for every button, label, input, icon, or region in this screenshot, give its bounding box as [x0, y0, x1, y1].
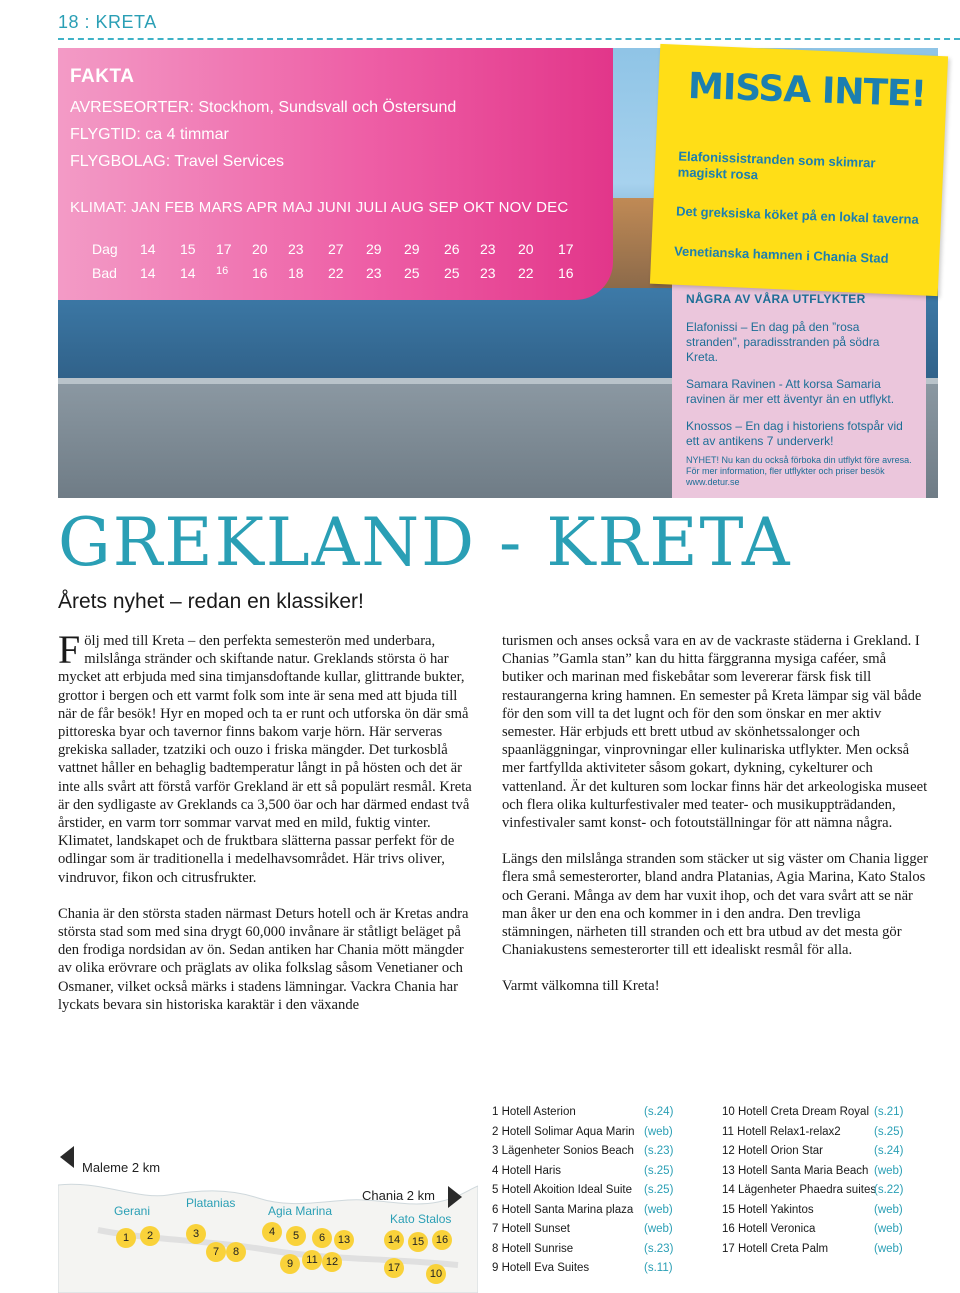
map-marker: 8: [226, 1242, 246, 1262]
map-marker: 1: [116, 1228, 136, 1248]
map-maleme-label: Maleme 2 km: [82, 1160, 161, 1175]
map-marker: 17: [384, 1258, 404, 1278]
utflykt-item: Elafonissi – En dag på den ”rosa stranden”, paradisstranden på södra Kreta.: [686, 320, 880, 364]
fakta-title: FAKTA: [70, 66, 135, 87]
climate-bad-value: 23: [480, 265, 496, 281]
article-paragraph: Längs den milslånga stranden som stäcker ut sig väster om Chania ligger flera små semesterorter, bland andra Platanias, Agia Marina, Kato Stalos och Gerani. Många av dem har vuxit ihop, och det vara svårt att se när man åker ur den ena och kommer in i den andra. Den trevliga stämningen, närheten till stranden och ett bra utbud av det mesta gör Chaniakustens semesterorter till ett idealiskt resmål för alla.: [502, 851, 928, 959]
map-chania-label: Chania 2 km: [362, 1188, 435, 1203]
map-arrow-right-icon: [448, 1186, 462, 1208]
map-marker: 12: [322, 1252, 342, 1272]
header-divider: [58, 38, 960, 40]
hotel-row: 5 Hotell Akoition Ideal Suite (s.25): [492, 1184, 674, 1196]
hotel-list-right: [722, 1103, 932, 1259]
article-column-left: [58, 627, 476, 1032]
fakta-avreseorter: AVRESEORTER: Stockhom, Sundsvall och Östersund: [70, 99, 457, 116]
article-paragraph: Följ med till Kreta – den perfekta semesterön med underbara, milslånga stränder och skiftande natur. Greklands största ö har mycket att erbjuda med sina timjansdoftande kullar, glittrande bukter, grottor i bergen och ett varmt folk som inte är sena med att bjuda till när de får besök! Hyr en moped och ta er runt och utforska ön där små pittoreska byar och tavernor finns bakom varje hörn. Här serveras grekiska sallader, tzatziki och ouzo i friska mängder. Det turkosblå vattnet håller en behaglig badtemperatur långt in på hösten och det är inte alls svårt att förstå varför Grekland är ett så populärt resmål. Kreta är den sydligaste av Greklands ca 3,500 öar och har därmed endast två årstider, en varm torr sommar varvat med en mild, fuktig vinter. Klimatet, landskapet och de fruktbara slätterna passar perfekt för de odlingar som är traditionella i medelhavsområdet. Här trivs oliver, vindruvor, fikon och citrusfrukter.: [58, 627, 472, 886]
hotel-row: 15 Hotell Yakintos (web): [722, 1203, 903, 1216]
climate-bad-value: 23: [366, 265, 382, 281]
climate-dag-value: 17: [216, 241, 232, 257]
utflykt-item: Samara Ravinen - Att korsa Samaria ravinen är mer ett äventyr än en utflykt.: [686, 377, 895, 406]
utflykter-title: NÅGRA AV VÅRA UTFLYKTER: [686, 292, 866, 306]
climate-bad-value: 25: [444, 265, 460, 281]
map-marker: 3: [186, 1224, 206, 1244]
hotel-row: 2 Hotell Solimar Aqua Marin (web): [492, 1125, 673, 1138]
utflykter-box: [672, 270, 926, 498]
hotel-row: 13 Hotell Santa Maria Beach (web): [722, 1164, 903, 1177]
hotel-row: 7 Hotell Sunset (web): [492, 1223, 673, 1235]
map-town-kato-stalos: Kato Stalos: [390, 1212, 452, 1226]
map-town-agia-marina: Agia Marina: [268, 1204, 333, 1218]
map-marker: 2: [140, 1226, 160, 1246]
fakta-box: [58, 48, 613, 300]
hotel-row: 3 Lägenheter Sonios Beach (s.23): [492, 1145, 674, 1157]
map-marker: 6: [312, 1228, 332, 1248]
article-column-right: [502, 632, 928, 1014]
hotel-row: 16 Hotell Veronica (web): [722, 1223, 903, 1235]
climate-bad-value: 25: [404, 265, 420, 281]
article-paragraph: turismen och anses också vara en av de vackraste städerna i Grekland. I Chanias ”Gamla stan” kan du hitta färggranna mysiga caféer, små butiker och marinan med fiskebåtar som levererar färsk fisk till restaurangerna kring hamnen. En semester på Kreta lämpar sig väl både för den som vill ta det lugnt och för den som önskar en mer aktiv semester. Här erbjuds ett brett utbud av skönhetssalonger och spaanläggningar, vinprovningar eller kulinariska utflykter. Men också mer fartfyllda aktiviteter såsom gokart, dykning, cykelturer och vattenland. Är det kulturen som lockar finns här det arkeologiska museet och flera olika kulturfestivaler med teater- och musikuppträdanden, vinfestivaler samt konst- och fotoutställningar för att nämna några.: [502, 633, 928, 832]
climate-bad-value: 22: [518, 265, 534, 281]
page-subtitle: Årets nyhet – redan en klassiker!: [58, 590, 364, 613]
hotel-row: 10 Hotell Creta Dream Royal (s.21): [722, 1106, 904, 1118]
hotel-row: 8 Hotell Sunrise (s.23): [492, 1242, 674, 1255]
article-paragraph: Chania är den största staden närmast Deturs hotell och är Kretas andra största stad som med sina drygt 60,000 invånare är ståtligt beläget på den frodiga nordsidan av ön. Sedan antiken har Chania mött mängder av olika erövrare och präglats av olika folkslag såsom Venetianer och Osmaner, vilket också märks i stadens lämningar. Vackra Chania har lyckats bevara sin historiska karaktär i den växande: [58, 905, 469, 1013]
article-paragraph: Varmt välkomna till Kreta!: [502, 978, 660, 995]
page-header: 18 : KRETA: [58, 12, 157, 32]
climate-bad-value: 16: [252, 265, 268, 281]
hotel-row: 12 Hotell Orion Star (s.24): [722, 1145, 904, 1157]
fakta-flygbolag: FLYGBOLAG: Travel Services: [70, 153, 284, 170]
map-marker: 14: [384, 1230, 404, 1250]
hotel-row: 14 Lägenheter Phaedra suites (s.22): [722, 1184, 904, 1196]
climate-bad-value: 14: [180, 265, 196, 281]
map-town-gerani: Gerani: [114, 1204, 151, 1218]
map-marker: 16: [432, 1230, 452, 1250]
hotel-list-left: [492, 1103, 712, 1279]
hotel-row: 4 Hotell Haris (s.25): [492, 1164, 674, 1177]
hotel-row: 11 Hotell Relax1-relax2 (s.25): [722, 1125, 904, 1138]
map-marker: 11: [302, 1250, 322, 1270]
hotel-row: 1 Hotell Asterion (s.24): [492, 1106, 674, 1118]
missa-inte-item: Venetianska hamnen i Chania Stad: [673, 243, 889, 266]
map-town-platanias: Platanias: [186, 1196, 236, 1210]
climate-bad-label: Bad: [92, 265, 117, 281]
map-arrow-left-icon: [60, 1146, 74, 1168]
climate-bad-value: 22: [328, 265, 344, 281]
climate-dag-value: 14: [140, 241, 156, 257]
map-marker: 13: [334, 1230, 354, 1250]
climate-dag-value: 17: [558, 241, 574, 257]
missa-inte-item: Det greksiska köket på en lokal taverna: [675, 203, 920, 227]
missa-inte-title: MISSA INTE!: [687, 65, 927, 116]
map-marker: 10: [426, 1264, 446, 1284]
climate-dag-value: 29: [404, 241, 420, 257]
dropcap: F: [58, 627, 81, 672]
climate-dag-value: 23: [480, 241, 496, 257]
map-marker: 9: [280, 1254, 300, 1274]
utflykter-note: NYHET! Nu kan du också förboka din utflykt före avresa. För mer information, fler utflykter och priser besök www.detur.se: [686, 455, 912, 487]
climate-dag-value: 27: [328, 241, 344, 257]
map-marker: 5: [286, 1226, 306, 1246]
climate-bad-value: 14: [140, 265, 156, 281]
climate-dag-value: 15: [180, 241, 196, 257]
area-map: [58, 1090, 478, 1293]
climate-dag-label: Dag: [92, 241, 118, 257]
hotel-row: 17 Hotell Creta Palm (web): [722, 1242, 903, 1255]
climate-dag-value: 20: [518, 241, 534, 257]
hotel-row: 6 Hotell Santa Marina plaza (web): [492, 1203, 673, 1216]
page-title: GREKLAND - KRETA: [58, 504, 792, 581]
utflykt-item: Knossos – En dag i historiens fotspår vid ett av antikens 7 underverk!: [686, 419, 903, 448]
hotel-row: 9 Hotell Eva Suites (s.11): [492, 1262, 673, 1274]
climate-bad-value: 16: [558, 265, 574, 281]
climate-bad-value: 16: [216, 265, 229, 277]
fakta-klimat: KLIMAT: JAN FEB MARS APR MAJ JUNI JULI AUG SEP OKT NOV DEC: [70, 199, 569, 216]
map-marker: 4: [262, 1222, 282, 1242]
climate-dag-value: 20: [252, 241, 268, 257]
climate-dag-value: 23: [288, 241, 304, 257]
missa-inte-item: Elafonissistranden som skimrar magiskt rosa: [677, 148, 876, 183]
fakta-flygtid: FLYGTID: ca 4 timmar: [70, 126, 229, 143]
map-marker: 15: [408, 1232, 428, 1252]
map-marker: 7: [206, 1242, 226, 1262]
climate-bad-value: 18: [288, 265, 304, 281]
climate-dag-value: 29: [366, 241, 382, 257]
climate-dag-value: 26: [444, 241, 460, 257]
